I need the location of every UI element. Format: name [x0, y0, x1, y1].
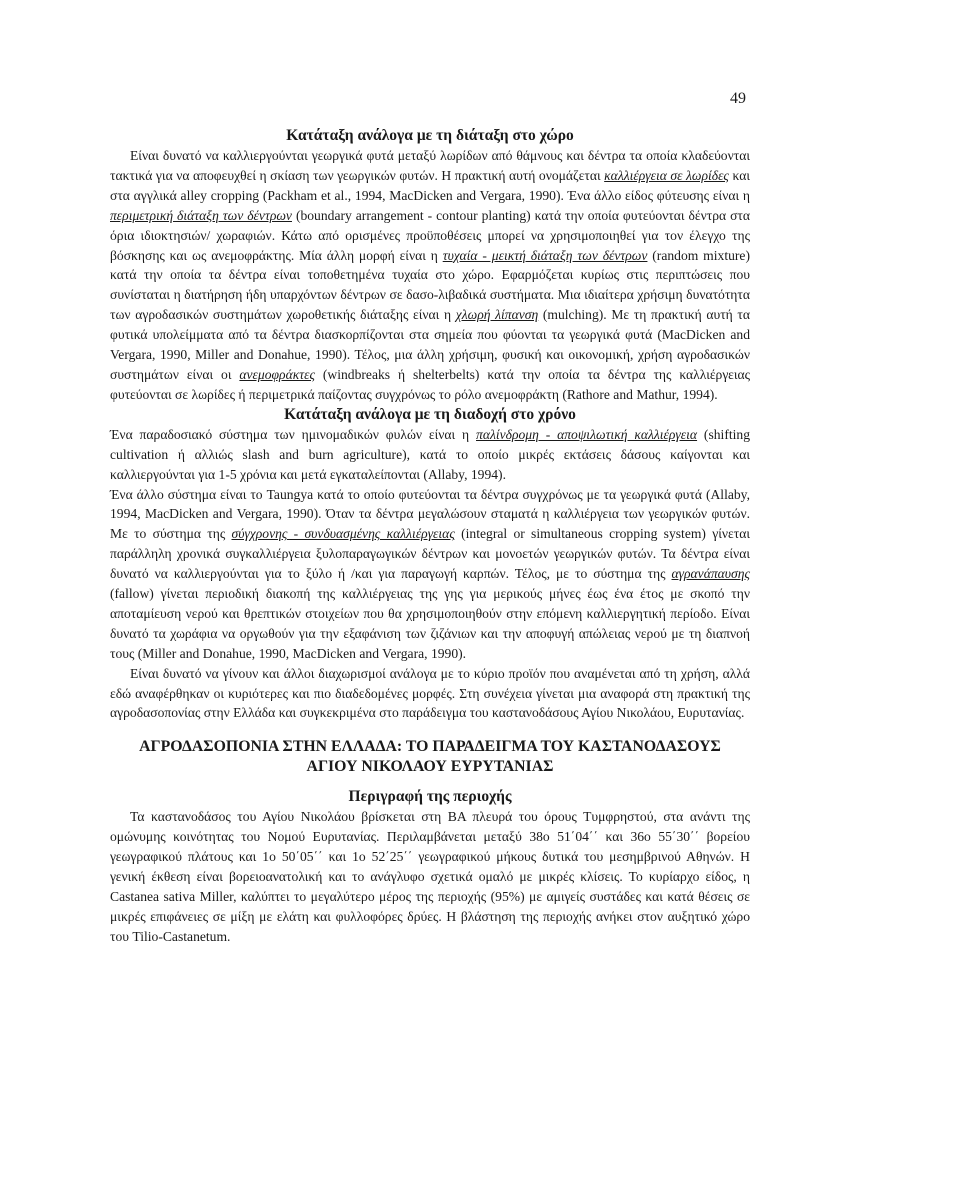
main-section-title [110, 737, 750, 777]
page-number: 49 [730, 90, 746, 107]
main-title-line-2: ΑΓΙΟΥ ΝΙΚΟΛΑΟΥ ΕΥΡΥΤΑΝΙΑΣ [306, 758, 554, 776]
text-run: Είναι δυνατό να καλλιεργούνται γεωργικά φυτά μεταξύ λωρίδων από θάμνους και δέντρα τα οποία κλαδεύονται τακτικά για να αποφευχθεί η σκίαση των γεωργικών φυτών. Η πρακτική αυτή ονομάζεται [110, 148, 750, 183]
term-windbreaks: ανεμοφράκτες [239, 366, 315, 382]
paragraph-taungya [110, 485, 750, 664]
term-boundary-arrangement: περιμετρική διάταξη των δέντρων [110, 207, 292, 223]
text-run: (integral or simultaneous cropping system) γίνεται παράλληλη χρονικά συγκαλλιέργεια ξυλοπαραγωγικών δέντρων και μονοετών γεωργικών φυτών. Τα δέντρα είναι δυνατό να καλλιεργούνται για το ξύλο ή /και για παραγωγή καρπών. Τέλος, με το σύστημα της [110, 526, 750, 582]
term-shifting-cultivation: παλίνδρομη - αποψιλωτική καλλιέργεια [476, 426, 698, 442]
paragraph-area-description: Τα καστανοδάσος του Αγίου Νικολάου βρίσκεται στη ΒΑ πλευρά του όρους Τυμφρηστού, στα ανάντι της ομώνυμης κοινότητας του Νομού Ευρυτανίας. Περιλαμβάνεται μεταξύ 38ο 51΄04΄΄ και 36ο 55΄30΄΄ βορείου γεωγραφικού πλάτους και 1ο 50΄05΄΄ και 1ο 52΄25΄΄ γεωγραφικού μήκους δυτικά του μεσημβρινού Αθηνών. Η γενική έκθεση είναι βορειοανατολική και το ανάγλυφο σχετικά ομαλό με μικρές κλίσεις. Το κυρίαρχο είδος, η Castanea sativa Miller, καλύπτει το μεγαλύτερο μέρος της περιοχής (95%) με αμιγείς συστάδες και κατά θέσεις σε μικρές επιφάνειες σε μίξη με ελάτη και φυλλοφόρες δρύες. Η βλάστηση της περιοχής ανήκει στον αυξητικό χώρο του Tilio-Castanetum. [110, 809, 750, 944]
term-simultaneous-cropping: σύγχρονης - συνδυασμένης καλλιέργειας [231, 526, 455, 542]
section-heading-spatial: Κατάταξη ανάλογα με τη διάταξη στο χώρο [286, 127, 574, 144]
text-run: και στα αγγλικά alley cropping (Packham et al., 1994, MacDicken and Vergara, 1990). Ένα άλλο είδος φύτευσης είναι η [110, 167, 750, 203]
text-run: (windbreaks ή shelterbelts) κατά την οποία τα δέντρα της καλλιέργειας φυτεύονται σε λωρίδες ή περιμετρικά παίζοντας συγχρόνως το ρόλο ανεμοφράκτη (Rathore and Mathur, 1994). [110, 366, 750, 402]
page-body [110, 126, 750, 947]
section-heading-temporal: Κατάταξη ανάλογα με τη διαδοχή στο χρόνο [284, 405, 576, 423]
main-title-line-1: ΑΓΡΟΔΑΣΟΠΟΝΙΑ ΣΤΗΝ ΕΛΛΑΔΑ: ΤΟ ΠΑΡΑΔΕΙΓΜΑ ΤΟΥ ΚΑΣΤΑΝΟΔΑΣΟΥΣ [139, 738, 721, 756]
text-run: (fallow) γίνεται περιοδική διακοπή της καλλιέργειας της γης για μερικούς μήνες έως ένα έτος με σκοπό την αποταμίευση νερού και θρεπτικών στοιχείων που θα χρησιμοποιηθούν στην επόμενη καλλιεργητική περίοδο. Είναι δυνατό τα χωράφια να οργωθούν για την εξαφάνιση των ζιζάνιων και την αποφυγή απώλειας νερού με τη διαπνοή τους (Miller and Donahue, 1990, MacDicken and Vergara, 1990). [110, 586, 750, 661]
section-heading-area-description: Περιγραφή της περιοχής [348, 788, 512, 806]
text-run: Ένα άλλο σύστημα είναι το Taungya κατά το οποίο φυτεύονται τα δέντρα συγχρόνως με τα γεωργικά φυτά (Allaby, 1994, MacDicken and Vergara, 1990). Όταν τα δέντρα μεγαλώσουν σταματά η καλλιέργεια των γεωργικών φυτών. Με το σύστημα της [110, 486, 750, 542]
paragraph-other-classifications: Είναι δυνατό να γίνουν και άλλοι διαχωρισμοί ανάλογα με το κύριο προϊόν που αναμένεται από τη χρήση, αλλά εδώ αναφέρθηκαν οι κυριότερες και πιο διαδεδομένες μορφές. Στη συνέχεια γίνεται μια αναφορά στη πρακτική της αγροδασοπονίας στην Ελλάδα και συγκεκριμένα στο παράδειγμα του καστανοδάσους Αγίου Νικολάου, Ευρυτανίας. [110, 665, 750, 721]
term-alley-cropping: καλλιέργεια σε λωρίδες [604, 167, 729, 183]
text-run: (shifting cultivation ή αλλιώς slash and burn agriculture), κατά το οποίο μικρές εκτάσεις δάσους καίγονται και καλλιεργούνται για 1-5 χρόνια και μετά εγκαταλείπονται (Allaby, 1994). [110, 426, 750, 482]
paragraph-shifting-cultivation [110, 425, 750, 485]
paragraph-spatial-arrangement [110, 146, 750, 405]
term-mulching: χλωρή λίπανση [455, 307, 539, 323]
text-run: Ένα παραδοσιακό σύστημα των ημινομαδικών φυλών είναι η [110, 426, 477, 442]
term-fallow: αγρανάπαυσης [671, 566, 750, 582]
term-random-mixture: τυχαία - μεικτή διάταξη των δέντρων [442, 247, 648, 263]
text-run: (boundary arrangement - contour planting) κατά την οποία φυτεύονται δέντρα στα όρια ιδιοκτησιών/ χωραφιών. Κάτω από ορισμένες προϋποθέσεις μπορεί να χρησιμοποιηθεί για τον έλεγχο της βόσκησης και ως ανεμοφράκτης. Μία άλλη μορφή είναι η [110, 207, 751, 263]
text-run: (mulching). Με τη πρακτική αυτή τα φυτικά υπολείμματα από τα δέντρα διασκορπίζονται στα σημεία που φύονται τα γεωργικά φυτά (MacDicken and Vergara, 1990, Miller and Donahue, 1990). Τέλος, μια άλλη χρήσιμη, φυσική και οικονομική, χρήση αγροδασικών συστημάτων είναι οι [110, 307, 751, 382]
text-run: (random mixture) κατά την οποία τα δέντρα είναι τοποθετημένα τυχαία στο χώρο. Εφαρμόζεται κυρίως στις περιπτώσεις που συνίσταται η διατήρηση ήδη υπαρχόντων δέντρων σε δασο-λιβαδικά συστήματα. Μια ιδιαίτερα χρήσιμη δυνατότητα των αγροδασικών συστημάτων χωροθετικής διάταξης είναι η [110, 247, 750, 323]
